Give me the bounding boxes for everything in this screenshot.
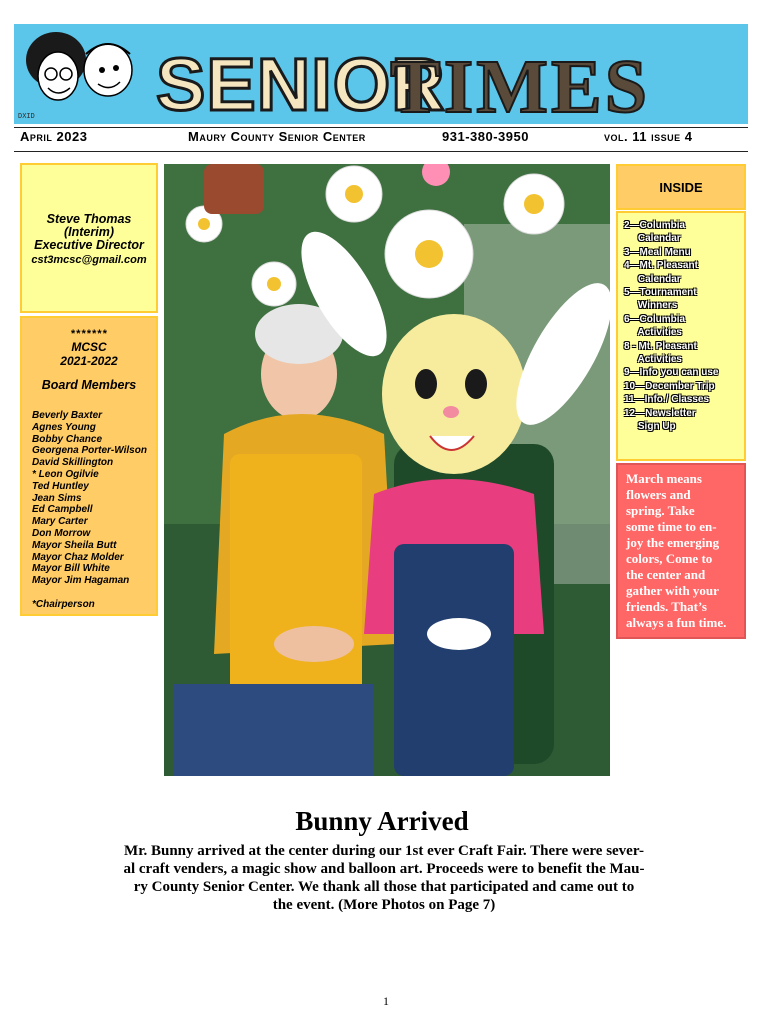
board-heading: Board Members [41, 378, 137, 392]
volume-issue: vol. 11 issue 4 [604, 129, 693, 144]
list-item: Mayor Jim Hagaman [32, 575, 130, 587]
list-item: Bobby Chance [32, 433, 103, 445]
list-item[interactable]: 9—Info you can use [624, 367, 719, 379]
issue-date: April 2023 [20, 129, 88, 144]
director-email[interactable]: cst3mcsc@gmail.com [31, 254, 147, 266]
article-line: Mr. Bunny arrived at the center during our 1st ever Craft Fair. There were sever- [124, 843, 644, 859]
list-item[interactable]: Calendar [624, 273, 681, 285]
caricature-illustration [18, 24, 146, 124]
list-item[interactable]: 5—Tournament [624, 287, 697, 299]
note-line: joy the emerging [626, 535, 720, 550]
note-line: always a fun time. [626, 615, 727, 630]
list-item: * Leon Ogilvie [32, 468, 99, 480]
inside-heading: INSIDE [616, 164, 746, 210]
list-item: David Skillington [32, 457, 114, 469]
list-item: Mary Carter [32, 516, 88, 528]
bottom-rule [14, 151, 748, 152]
photo-illustration [164, 164, 610, 776]
note-line: the center and [626, 567, 706, 582]
list-item: Don Morrow [32, 527, 91, 539]
list-item: Beverly Baxter [32, 410, 103, 421]
article-body [64, 842, 704, 914]
list-item[interactable]: 4—Mt. Pleasant [624, 260, 698, 272]
list-item: Mayor Sheila Butt [32, 539, 117, 551]
list-item[interactable]: Activities [624, 354, 682, 366]
list-item: Mayor Chaz Molder [32, 551, 124, 563]
inside-contents-list [616, 211, 746, 461]
center-phone: 931-380-3950 [442, 129, 529, 144]
title-times: TIMES [390, 45, 650, 124]
title-senior: SENIOR [156, 43, 446, 124]
artist-credit: DXID [18, 112, 35, 120]
board-org: MCSC [71, 340, 107, 354]
director-box [20, 163, 158, 313]
chairperson-note: *Chairperson [32, 598, 95, 610]
list-item[interactable]: 3—Meal Menu [624, 246, 691, 258]
board-years: 2021-2022 [60, 354, 118, 368]
issue-info-bar [20, 129, 732, 149]
list-item[interactable]: Sign Up [624, 421, 676, 433]
note-line: spring. Take [626, 503, 695, 518]
newsletter-title [154, 34, 748, 124]
list-item: Georgena Porter-Wilson [32, 445, 147, 457]
list-item[interactable]: 8 - Mt. Pleasant [624, 340, 697, 352]
article-line: al craft venders, a magic show and balloon art. Proceeds were to benefit the Mau- [123, 861, 645, 877]
masthead-banner [14, 24, 748, 124]
note-line: friends. That’s [626, 599, 707, 614]
board-box [20, 316, 158, 616]
list-item: Mayor Bill White [32, 563, 110, 575]
article-headline: Bunny Arrived [295, 806, 469, 836]
page-number: 1 [383, 994, 389, 1008]
note-line: flowers and [626, 487, 691, 502]
director-name: Steve Thomas (Interim) Executive Director [34, 212, 144, 252]
note-line: March means [626, 471, 702, 486]
list-item: Ted Huntley [32, 480, 89, 492]
list-item[interactable]: Winners [624, 300, 678, 312]
list-item[interactable]: Calendar [624, 233, 681, 245]
spring-note-box [616, 463, 746, 639]
note-line: some time to en- [626, 519, 717, 534]
note-line: colors, Come to [626, 551, 713, 566]
top-rule [14, 127, 748, 128]
list-item: Agnes Young [32, 421, 96, 433]
decorative-stars: ******* [70, 328, 108, 340]
list-item[interactable]: 2—Columbia [624, 220, 686, 231]
list-item[interactable]: Activities [624, 327, 682, 339]
list-item[interactable]: 11—Info./ Classes [624, 394, 710, 406]
list-item[interactable]: 10—December Trip [624, 380, 715, 392]
list-item: Ed Campbell [32, 504, 93, 516]
list-item[interactable]: 6—Columbia [624, 313, 686, 325]
center-name: Maury County Senior Center [188, 129, 366, 144]
easter-bunny-photo [164, 164, 610, 776]
list-item: Jean Sims [32, 492, 82, 504]
list-item[interactable]: 12—Newsletter [624, 407, 696, 419]
note-line: gather with your [626, 583, 719, 598]
article-line: ry County Senior Center. We thank all those that participated and came out to [133, 879, 635, 895]
board-member-list [32, 410, 156, 587]
article-line: the event. (More Photos on Page 7) [272, 897, 496, 913]
